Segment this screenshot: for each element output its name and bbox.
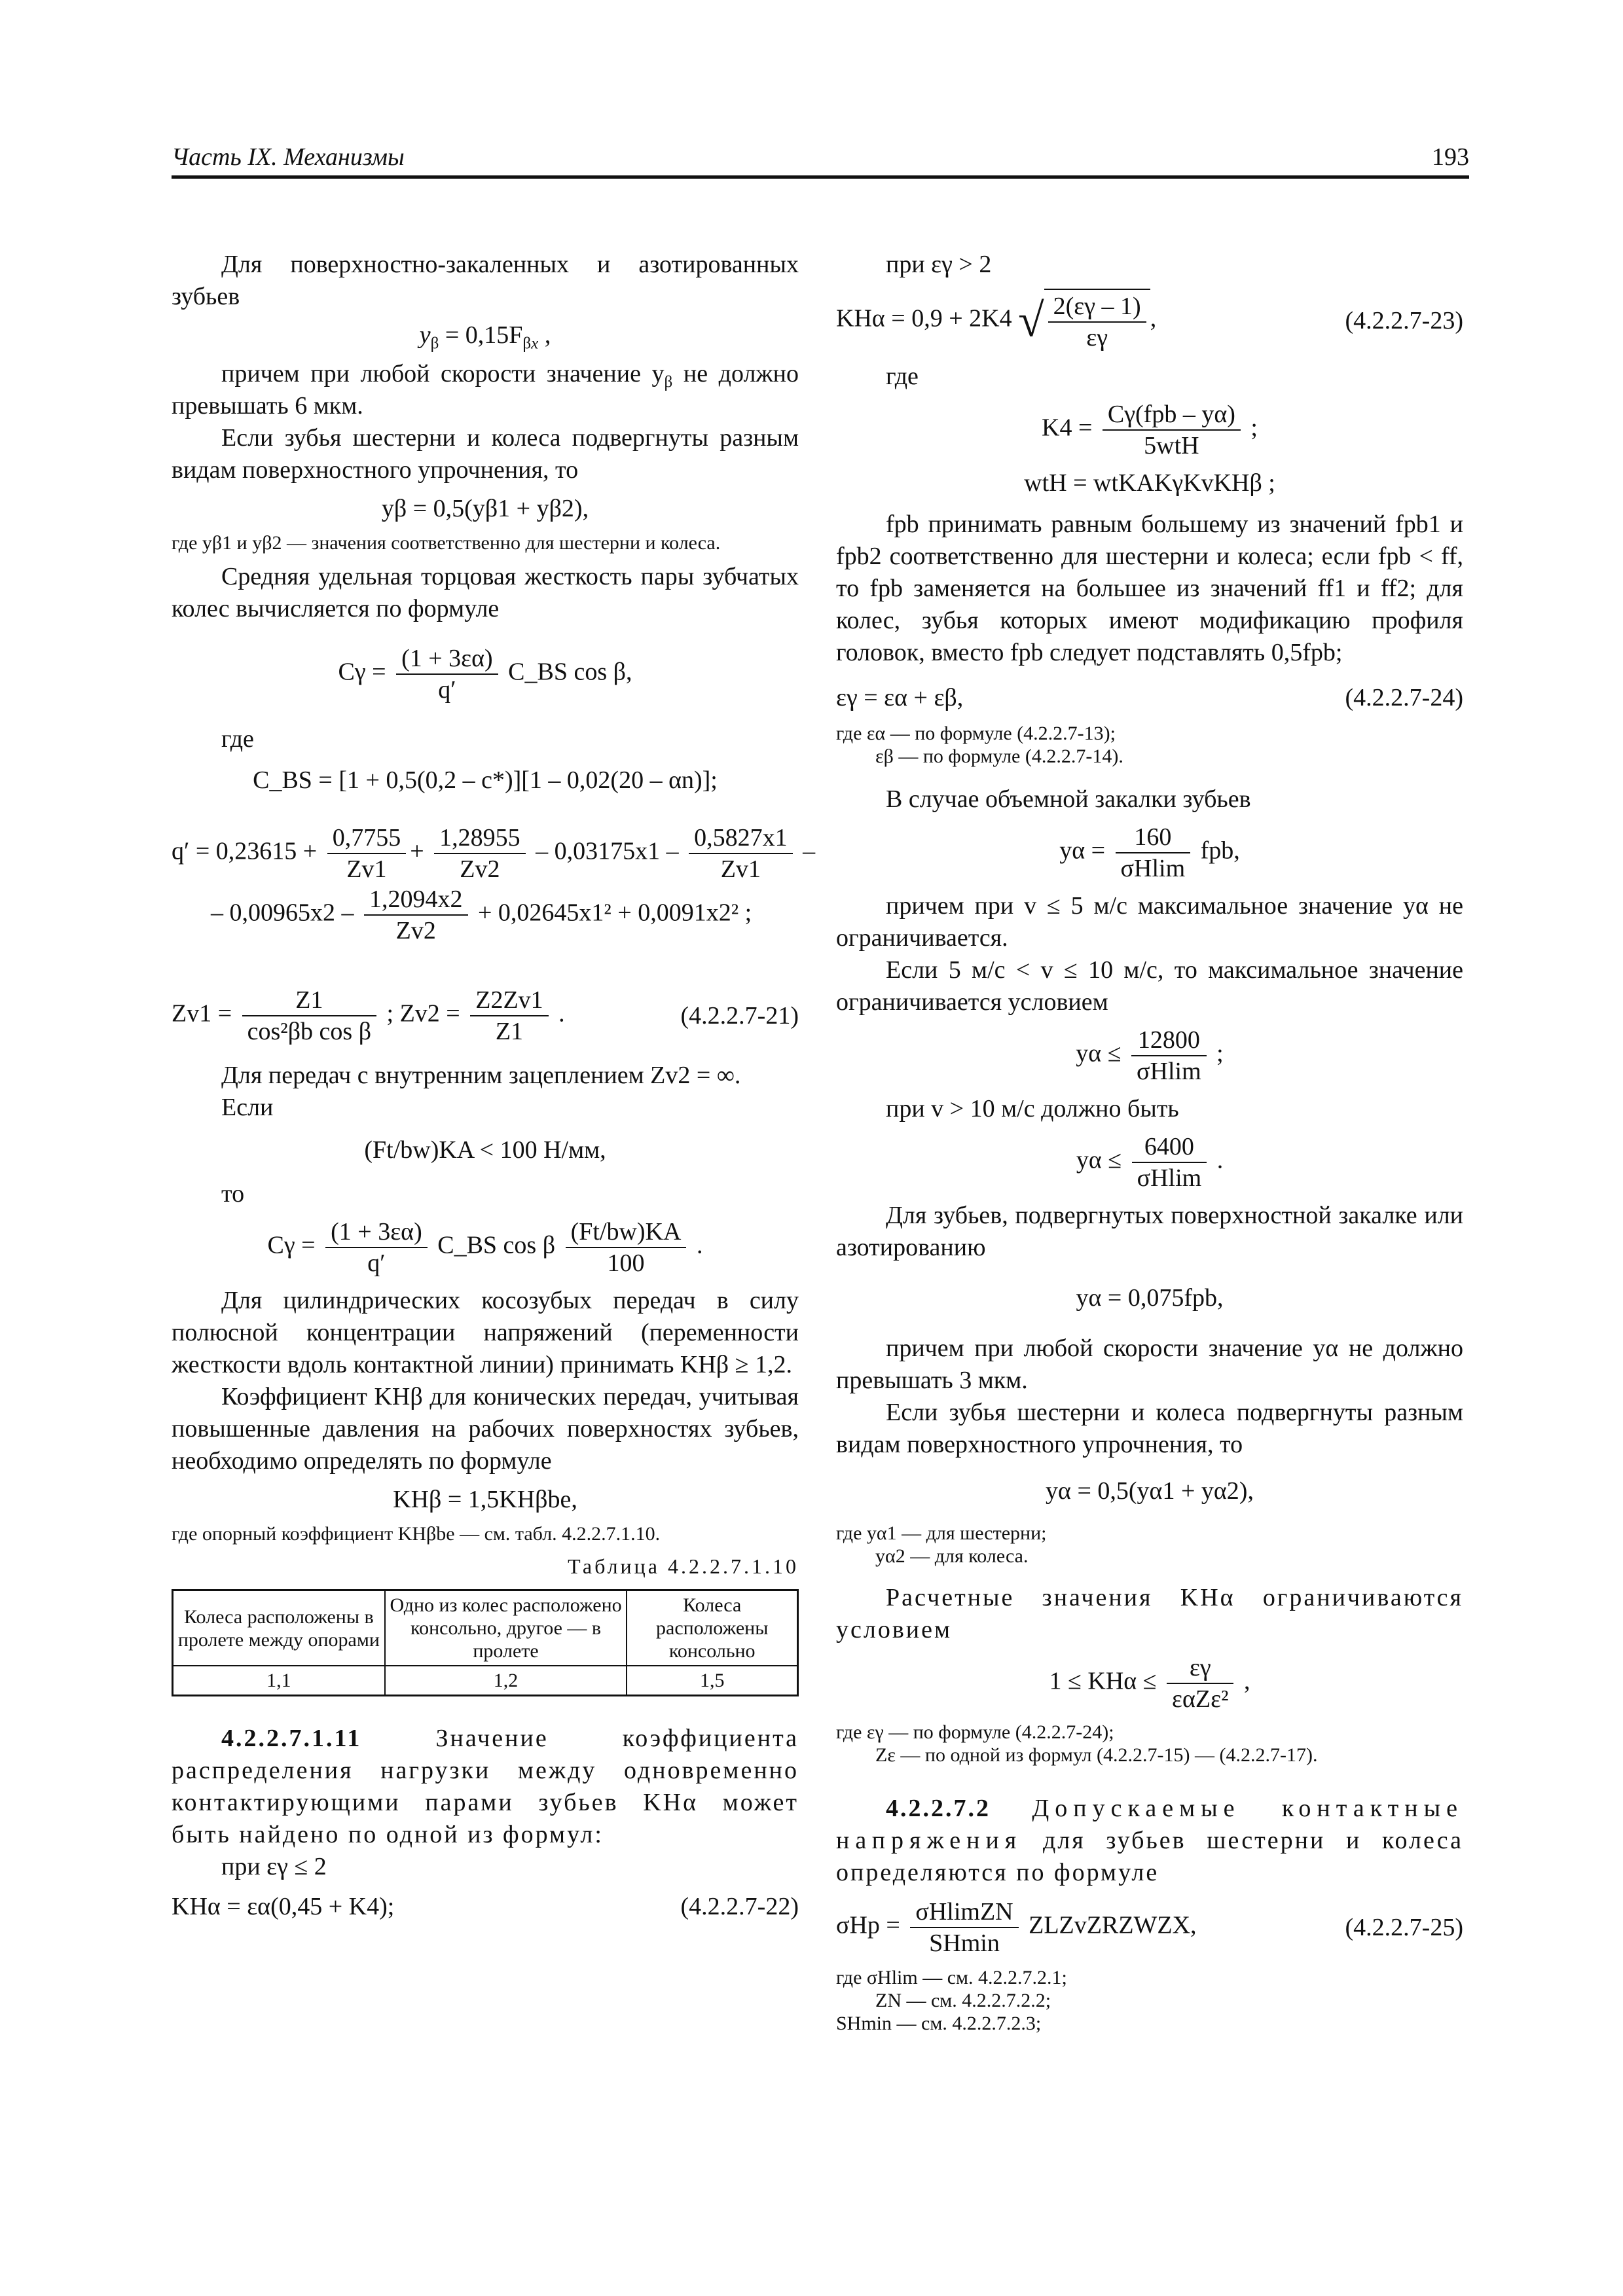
formula-y-alpha-nitrided: yα = 0,075fpb, <box>1076 1284 1224 1312</box>
section-paragraph: 4.2.2.7.1.11 Значение коэффициента распределения нагрузки между одновременно контактирующими парами зубьев KHα может быть найдено по одной из формул: <box>172 1725 799 1848</box>
table-cell: 1,2 <box>385 1666 627 1696</box>
paragraph: Коэффициент KHβ для конических передач, учитывая повышенные давления на рабочих поверхностях зубьев, необходимо определять по формуле <box>172 1383 799 1475</box>
paragraph: Если зубья шестерни и колеса подвергнуты разным видам поверхностного упрочнения, то <box>836 1399 1463 1458</box>
formula-q-prime: q′ = 0,23615 + $\frac{0,7755}{Zv1}$ + $\frac{1,28955}{Zv2}$ – 0,03175x1 – $\frac{0,5827x1}{Zv1}$ – <box>172 824 816 883</box>
paragraph: Если 5 м/с < v ≤ 10 м/с, то максимальное значение ограничивается условием <box>836 956 1463 1016</box>
paragraph: причем при любой скорости значение $y_\beta$ не должно превышать 6 мкм. <box>172 360 799 420</box>
where-note: где εγ — по формуле (4.2.2.7-24); <box>836 1721 1114 1743</box>
table-cell: 1,5 <box>627 1666 797 1696</box>
formula-c-gamma-2: Cγ = $\frac{(1 + 3\varepsilon\alpha)}{q'}$ C_BS cos β $\frac{(Ft/bw)KA}{100}$ . <box>267 1218 703 1277</box>
where-note: SHmin — см. 4.2.2.7.2.3; <box>836 2013 1042 2034</box>
where-label: где <box>221 725 254 753</box>
page-number: 193 <box>1432 143 1469 171</box>
formula-y-alpha-12800: yα ≤ $\frac{12800}{\sigma Hlim}$ ; <box>1076 1026 1224 1085</box>
where-note: где опорный коэффициент KHβbe — см. табл. 4.2.2.7.1.10. <box>172 1523 661 1545</box>
formula-kh-alpha-limits: 1 ≤ KHα ≤ $\frac{\varepsilon\gamma}{\text{εαZε²}}$ , <box>1049 1654 1250 1713</box>
formula-k4: K4 = $\frac{\text{Cγ(fpb – yα)}}{\text{5wtH}}$ ; <box>1042 401 1258 459</box>
where-note: ZN — см. 4.2.2.7.2.2; <box>875 1990 1051 2011</box>
where-note: Zε — по одной из формул (4.2.2.7-15) — (4.2.2.7-17). <box>875 1744 1318 1766</box>
equation-number: (4.2.2.7-21) <box>680 1001 799 1030</box>
table-row <box>173 1666 798 1696</box>
formula-sigma-hp: σHp = $\frac{\text{σHlimZN}}{SHmin}$ ZLZvZRZWZX, (4.2.2.7-25) <box>836 1898 1463 1957</box>
paragraph: Расчетные значения KHα ограничиваются условием <box>836 1584 1463 1643</box>
paragraph: Для зубьев, подвергнутых поверхностной закалке или азотированию <box>836 1202 1463 1261</box>
right-column <box>836 249 1463 2035</box>
section-number: 4.2.2.7.2 <box>886 1795 991 1822</box>
formula-kh-alpha-1: KHα = εα(0,45 + K4); (4.2.2.7-22) <box>172 1891 799 1923</box>
header-rule <box>172 175 1469 179</box>
table-header-row <box>173 1590 798 1666</box>
formula-c-gamma: Cγ = $\frac{(1 + 3\varepsilon\alpha)}{q'}$ C_BS cos β, <box>338 645 632 704</box>
section-number: 4.2.2.7.1.11 <box>221 1725 362 1752</box>
equation-number: (4.2.2.7-25) <box>1345 1913 1463 1941</box>
paragraph: причем при v ≤ 5 м/с максимальное значение yα не ограничивается. <box>836 892 1463 952</box>
paragraph: причем при любой скорости значение yα не должно превышать 3 мкм. <box>836 1335 1463 1394</box>
formula-cbs: C_BS = [1 + 0,5(0,2 – c*)][1 – 0,02(20 – αn)]; <box>253 766 718 794</box>
table-header-cell: Одно из колес расположено консольно, другое — в пролете <box>385 1590 627 1666</box>
formula-kh-alpha-2: KHα = 0,9 + 2K4 √ $\frac{2(\varepsilon\gamma - 1)}{\varepsilon\gamma}$ , (4.2.2.7-23) <box>836 289 1463 353</box>
formula-y-alpha-160: yα = $\frac{160}{\sigma Hlim}$ fpb, <box>1059 823 1240 882</box>
formula-wth: wtH = wtKAKγKvKHβ ; <box>1024 469 1275 497</box>
paragraph: Если зубья шестерни и колеса подвергнуты разным видам поверхностного упрочнения, то <box>172 424 799 484</box>
section-paragraph: 4.2.2.7.2 Допускаемые контактные напряжения для зубьев шестерни и колеса определяются по формуле <box>836 1795 1463 1886</box>
section-title: Часть IX. Механизмы <box>172 143 405 171</box>
formula-q-prime-cont: – 0,00965x2 – $\frac{1,2094x2}{Zv2}$ + 0,02645x1² + 0,0091x2² ; <box>211 886 752 944</box>
equation-number: (4.2.2.7-22) <box>680 1893 799 1920</box>
paragraph: Для поверхностно-закаленных и азотированных зубьев <box>172 251 799 310</box>
coefficient-table <box>172 1589 799 1696</box>
formula-y-beta-avg: yβ = 0,5(yβ1 + yβ2), <box>381 495 589 522</box>
equation-number: (4.2.2.7-23) <box>1345 306 1463 334</box>
where-label: то <box>221 1180 245 1208</box>
paragraph: Если <box>221 1094 274 1121</box>
formula-load-condition: (Ft/bw)KA < 100 Н/мм, <box>364 1136 606 1164</box>
where-label: где <box>886 363 919 390</box>
section-title: Допускаемые контактные напряжения <box>836 1795 1463 1854</box>
paragraph: Средняя удельная торцовая жесткость пары зубчатых колес вычисляется по формуле <box>172 563 799 622</box>
where-note: где εα — по формуле (4.2.2.7-13); <box>836 723 1116 744</box>
where-note: где σHlim — см. 4.2.2.7.2.1; <box>836 1967 1067 1988</box>
page-header <box>172 143 1469 179</box>
formula-y-alpha-avg: yα = 0,5(yα1 + yα2), <box>1046 1477 1254 1505</box>
formula-y-beta: $y_\beta = 0,15F_{\beta x}$ , <box>419 321 551 353</box>
paragraph: Для передач с внутренним зацеплением Zv2 = ∞. <box>221 1062 741 1089</box>
formula-y-alpha-6400: yα ≤ $\frac{6400}{\sigma Hlim}$ . <box>1076 1133 1224 1192</box>
table-caption: Таблица 4.2.2.7.1.10 <box>568 1554 799 1578</box>
where-note: yα2 — для колеса. <box>875 1545 1029 1567</box>
formula-zv: Zv1 = $\frac{Z1}{\text{cos²βb cos β}}$ ; Zv2 = $\frac{Z2Zv1}{Z1}$ . (4.2.2.7-21) <box>172 986 799 1045</box>
table-header-cell: Колеса расположены в пролете между опорами <box>173 1590 385 1666</box>
where-note: εβ — по формуле (4.2.2.7-14). <box>875 745 1123 767</box>
where-note: где yβ1 и yβ2 — значения соответственно для шестерни и колеса. <box>172 532 721 554</box>
table-header-cell: Колеса расположены консольно <box>627 1590 797 1666</box>
equation-number: (4.2.2.7-24) <box>1345 684 1463 711</box>
paragraph: Для цилиндрических косозубых передач в силу полюсной концентрации напряжений (переменности жесткости вдоль контактной линии) принимать KHβ ≥ 1,2. <box>172 1287 799 1378</box>
condition: при εγ ≤ 2 <box>221 1853 327 1880</box>
paragraph: fpb принимать равным большему из значений fpb1 и fpb2 соответственно для шестерни и колеса; если fpb < ff, то fpb заменяется на большее из значений ff1 и ff2; для колес, зубья которых имеют модификацию профиля головок, вместо fpb следует подставлять 0,5fpb; <box>836 511 1463 666</box>
paragraph: В случае объемной закалки зубьев <box>886 785 1251 813</box>
table-cell: 1,1 <box>173 1666 385 1696</box>
paragraph: при v > 10 м/с должно быть <box>886 1095 1179 1122</box>
left-column <box>172 249 816 1931</box>
formula-eps-gamma: εγ = εα + εβ, (4.2.2.7-24) <box>836 682 1463 714</box>
condition: при εγ > 2 <box>886 251 992 278</box>
formula-kh-beta: KHβ = 1,5KHβbe, <box>393 1486 577 1513</box>
where-note: где yα1 — для шестерни; <box>836 1522 1047 1544</box>
